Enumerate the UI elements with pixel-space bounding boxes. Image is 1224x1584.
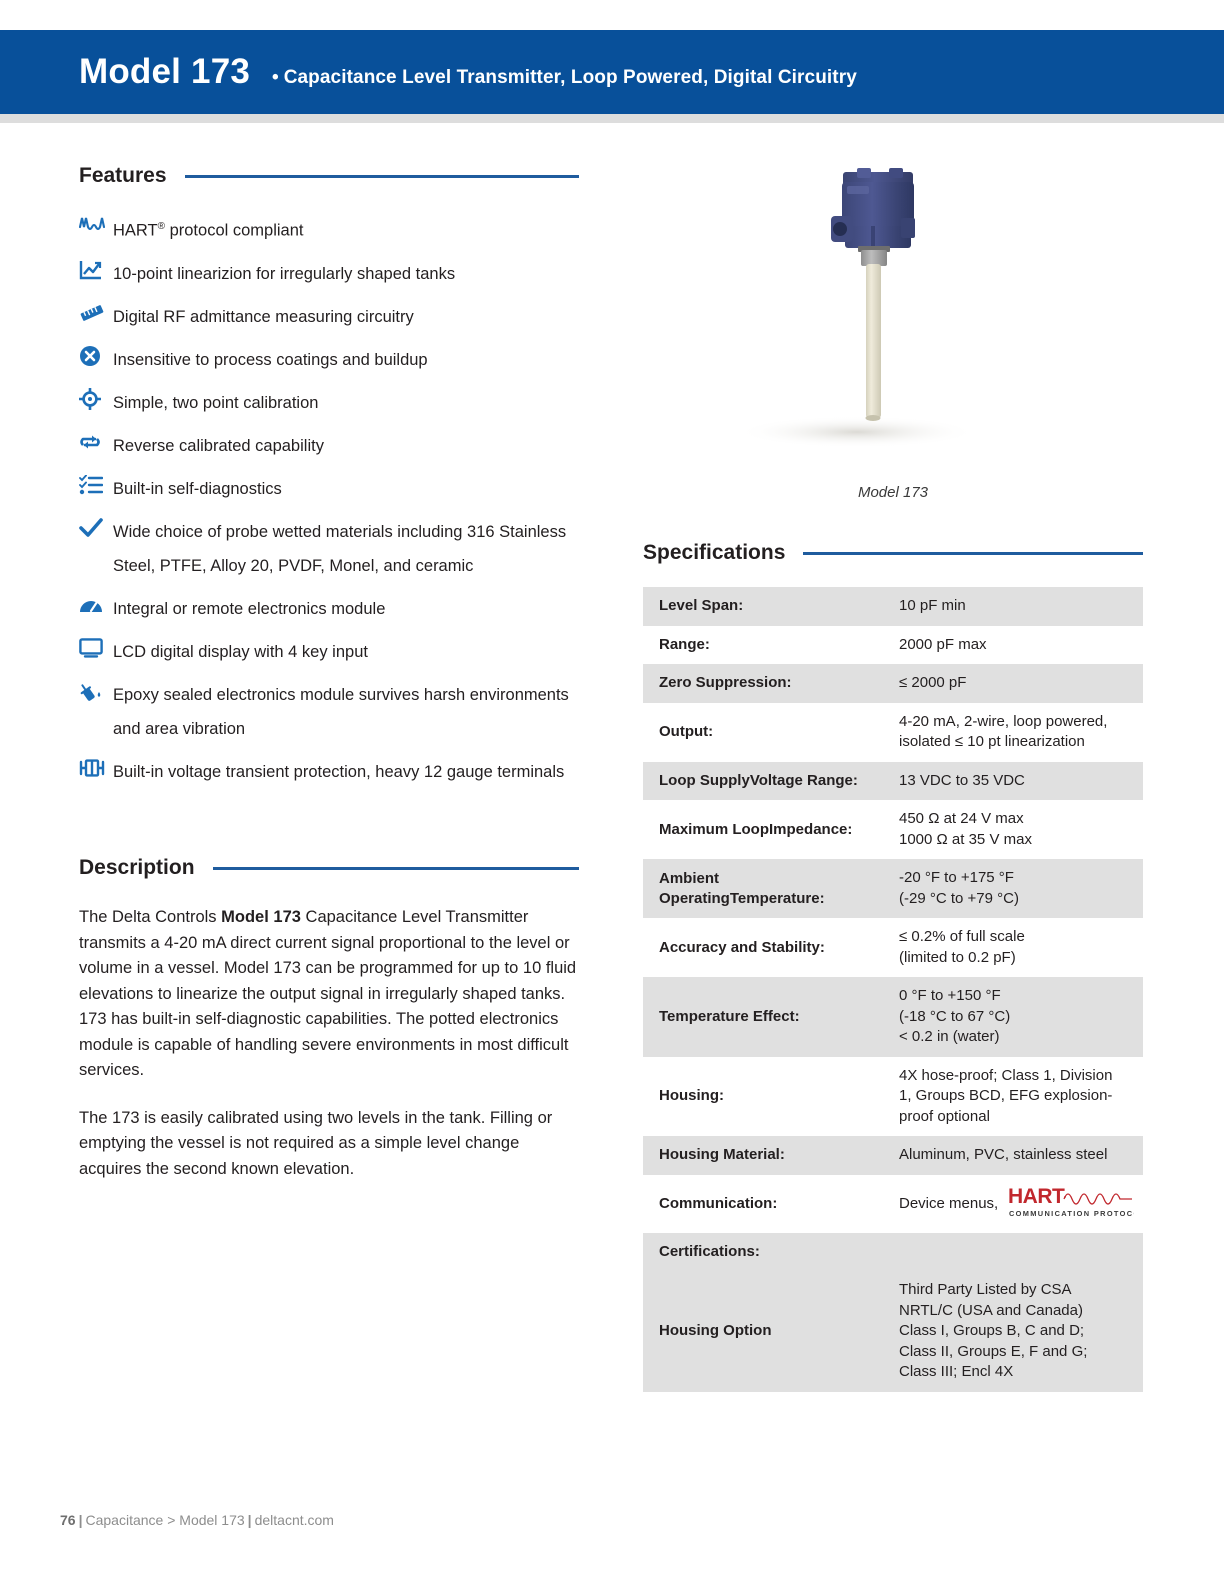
specifications-table [643, 587, 1143, 1392]
spec-value [881, 1233, 1143, 1271]
specifications-heading-rule [803, 552, 1143, 555]
table-row [643, 1271, 1143, 1392]
table-row [643, 703, 1143, 762]
spec-value: 0 °F to +150 °F (-18 °C to 67 °C) < 0.2 in (water) [899, 987, 1011, 1045]
table-row [643, 626, 1143, 665]
description-paragraph-2: The 173 is easily calibrated using two levels in the tank. Filling or emptying the vessel is not required as a simple level change acquires the second known elevation. [79, 1108, 553, 1178]
line-chart-icon [79, 258, 109, 282]
product-photo [643, 150, 1143, 480]
features-heading-rule [185, 175, 579, 178]
product-image-section [643, 150, 1143, 520]
feature-item [79, 257, 579, 291]
spec-value [881, 1175, 1143, 1234]
hart-logo [1008, 1185, 1134, 1226]
spec-key: Level Span: [659, 597, 744, 615]
feature-item [79, 635, 579, 669]
header-bullet: • [272, 67, 279, 88]
feature-label: 10-point linearizion for irregularly shaped tanks [113, 264, 456, 283]
feature-item [79, 429, 579, 463]
spec-value: ≤ 2000 pF [899, 674, 967, 691]
paint-bucket-icon [79, 679, 109, 703]
monitor-icon [79, 636, 109, 660]
footer-separator-2: | [247, 1512, 252, 1528]
table-row [643, 587, 1143, 626]
footer-website: deltacnt.com [254, 1512, 334, 1528]
svg-text:HART: HART [1008, 1184, 1065, 1208]
spec-key: Ambient OperatingTemperature: [659, 869, 825, 907]
feature-item [79, 472, 579, 506]
spec-key: Accuracy and Stability: [659, 938, 825, 956]
description-section [79, 856, 579, 1182]
table-row [643, 1057, 1143, 1137]
spec-value: 4X hose-proof; Class 1, Division 1, Groups BCD, EFG explosion- proof optional [899, 1066, 1113, 1125]
spec-key: Range: [659, 635, 710, 653]
checklist-icon [79, 473, 109, 497]
page-title: Model 173 [79, 52, 251, 91]
specifications-heading [643, 541, 1143, 565]
page-number: 76 [60, 1512, 76, 1528]
feature-label: HART® protocol compliant [113, 221, 304, 240]
spec-value: 450 Ω at 24 V max 1000 Ω at 35 V max [899, 810, 1032, 848]
spec-value: 4-20 mA, 2-wire, loop powered, isolated ≤ 10 pt linearization [899, 712, 1108, 750]
feature-item [79, 343, 579, 377]
feature-item [79, 300, 579, 334]
features-heading-label: Features [79, 164, 167, 187]
table-row [643, 1136, 1143, 1175]
table-row [643, 918, 1143, 977]
feature-item [79, 515, 579, 583]
spec-key: Zero Suppression: [659, 674, 792, 692]
spec-key: Housing Material: [659, 1146, 785, 1164]
footer-separator-1: | [78, 1512, 83, 1528]
feature-label: Insensitive to process coatings and buildup [113, 350, 428, 369]
checkmark-icon [79, 516, 109, 540]
spec-key: Communication: [659, 1194, 778, 1212]
spec-value: -20 °F to +175 °F (-29 °C to +79 °C) [899, 869, 1019, 907]
page-subtitle: Capacitance Level Transmitter, Loop Powered, Digital Circuitry [283, 67, 857, 88]
header-title-group [0, 52, 857, 92]
feature-item [79, 678, 579, 746]
spec-value: 10 pF min [899, 597, 966, 614]
feature-label: LCD digital display with 4 key input [113, 642, 368, 661]
feature-label: Digital RF admittance measuring circuitry [113, 307, 414, 326]
crosshair-icon [79, 387, 109, 411]
spec-key: Loop SupplyVoltage Range: [659, 771, 858, 789]
spec-key: Output: [659, 723, 714, 740]
page-footer [60, 1512, 334, 1528]
spec-key: Housing Option [659, 1322, 772, 1340]
spec-key: Housing: [659, 1087, 724, 1105]
header-divider [0, 114, 1224, 123]
description-heading [79, 856, 579, 880]
gauge-icon [79, 593, 109, 617]
refresh-arrows-icon [79, 430, 109, 454]
features-list [79, 210, 579, 789]
description-heading-label: Description [79, 856, 195, 879]
spec-key: Temperature Effect: [659, 1007, 800, 1025]
spec-value: Third Party Listed by CSA NRTL/C (USA and Canada) Class I, Groups B, C and D; Class II, Groups E, F and G; Class III; Encl 4X [899, 1281, 1088, 1380]
spec-value: 13 VDC to 35 VDC [899, 771, 1025, 789]
feature-label: Wide choice of probe wetted materials including 316 Stainless Steel, PTFE, Alloy 20, PVDF, Monel, and ceramic [113, 522, 567, 575]
waveform-icon [79, 211, 109, 235]
specifications-section [643, 541, 1143, 1392]
features-heading [79, 164, 579, 188]
spec-value: ≤ 0.2% of full scale (limited to 0.2 pF) [899, 928, 1025, 966]
table-row [643, 1175, 1143, 1234]
spec-key: Certifications: [659, 1243, 760, 1260]
feature-label: Built-in voltage transient protection, heavy 12 gauge terminals [113, 762, 565, 781]
table-row [643, 664, 1143, 703]
description-paragraph-1: The Delta Controls Model 173 Capacitance Level Transmitter transmits a 4-20 mA direct current signal proportional to the level or volume in a vessel. Model 173 can be programmed for up to 10 fluid elevations to linearize the output signal in irregularly shaped tanks. 173 has built-in self-diagnostic capabilities. The potted electronics module is capable of handling severe environments in most difficult services. [79, 908, 577, 1079]
circuit-icon [79, 756, 109, 780]
product-image-caption: Model 173 [857, 484, 929, 501]
description-heading-rule [213, 867, 579, 870]
feature-item [79, 210, 579, 248]
table-row [643, 859, 1143, 918]
feature-label: Reverse calibrated capability [113, 436, 324, 455]
feature-item [79, 755, 579, 789]
feature-label: Epoxy sealed electronics module survives harsh environments and area vibration [113, 685, 569, 738]
feature-item [79, 386, 579, 420]
svg-text:COMMUNICATION PROTOCOL: COMMUNICATION PROTOCOL [1009, 1208, 1135, 1218]
table-row [643, 762, 1143, 801]
spec-value: 2000 pF max [899, 635, 987, 653]
communication-value-text: Device menus, [899, 1194, 999, 1212]
table-row [643, 800, 1143, 859]
table-row [643, 1233, 1143, 1271]
feature-label: Integral or remote electronics module [113, 599, 386, 618]
ruler-icon [79, 301, 109, 325]
specifications-heading-label: Specifications [643, 541, 786, 564]
breadcrumb: Capacitance > Model 173 [85, 1512, 245, 1528]
table-row [643, 977, 1143, 1057]
feature-item [79, 592, 579, 626]
spec-key: Maximum LoopImpedance: [659, 820, 853, 838]
feature-label: Built-in self-diagnostics [113, 479, 282, 498]
page-header-bar [0, 30, 1224, 114]
spec-value: Aluminum, PVC, stainless steel [899, 1146, 1108, 1163]
features-section [79, 164, 579, 798]
x-circle-icon [79, 344, 109, 368]
feature-label: Simple, two point calibration [113, 393, 319, 412]
